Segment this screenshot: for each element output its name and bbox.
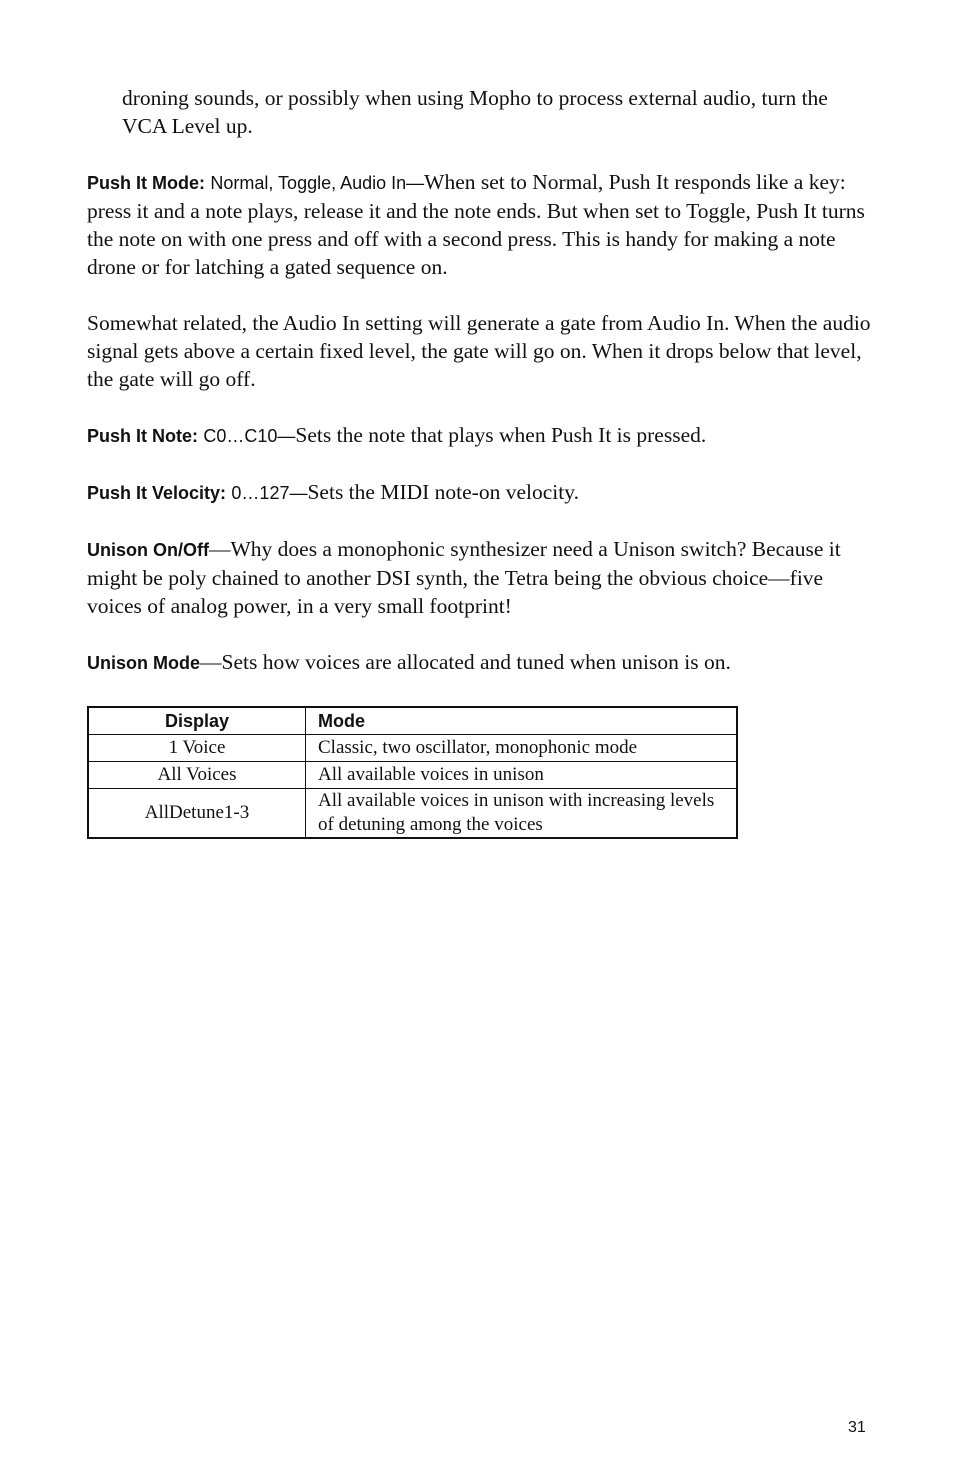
- push-it-mode-range: Normal, Toggle, Audio In—: [210, 173, 425, 193]
- table-row: [88, 762, 737, 789]
- table-cell-mode: Classic, two oscillator, monophonic mode: [306, 735, 738, 762]
- page-number: 31: [848, 1419, 866, 1436]
- intro-paragraph: droning sounds, or possibly when using Mopho to process external audio, turn the VCA Level up.: [122, 86, 828, 138]
- table-row: [88, 789, 737, 839]
- push-it-note-description: Sets the note that plays when Push It is pressed.: [295, 423, 707, 447]
- push-it-velocity-term: Push It Velocity:: [87, 483, 227, 503]
- push-it-mode-description: When set to Normal, Push It responds like a key: press it and a note plays, release it and the note ends. But when set to Toggle, Push It turns the note on with one press and off with a second press. This is handy for making a note drone or for latching a gated sequence on.: [87, 170, 865, 279]
- page-content: [87, 84, 877, 839]
- table-header-display: Display: [88, 707, 306, 735]
- table-cell-mode: All available voices in unison: [306, 762, 738, 789]
- push-it-note-paragraph: [87, 421, 877, 450]
- push-it-velocity-paragraph: [87, 478, 877, 507]
- push-it-mode-paragraph: [87, 168, 877, 281]
- table-cell-display: 1 Voice: [88, 735, 306, 762]
- table-cell-display: All Voices: [88, 762, 306, 789]
- unison-on-off-paragraph: [87, 535, 877, 620]
- table-cell-display: AllDetune1-3: [88, 789, 306, 839]
- unison-mode-table: [87, 706, 738, 839]
- table-cell-mode: All available voices in unison with increasing levels of detuning among the voices: [306, 789, 738, 839]
- table-header-row: [88, 707, 737, 735]
- push-it-velocity-description: Sets the MIDI note-on velocity.: [307, 480, 579, 504]
- unison-on-off-term: Unison On/Off: [87, 540, 209, 560]
- unison-on-off-description: —Why does a monophonic synthesizer need a Unison switch? Because it might be poly chained to another DSI synth, the Tetra being the obvious choice—five voices of analog power, in a very small footprint!: [87, 537, 841, 618]
- push-it-note-term: Push It Note:: [87, 426, 198, 446]
- push-it-velocity-range: 0…127—: [231, 483, 308, 503]
- table-header-mode: Mode: [306, 707, 738, 735]
- unison-mode-term: Unison Mode: [87, 653, 200, 673]
- unison-mode-paragraph: [87, 648, 877, 677]
- push-it-note-range: C0…C10—: [203, 426, 296, 446]
- push-it-mode-term: Push It Mode:: [87, 173, 205, 193]
- unison-mode-description: —Sets how voices are allocated and tuned when unison is on.: [200, 650, 731, 674]
- audio-in-paragraph: Somewhat related, the Audio In setting will generate a gate from Audio In. When the audio signal gets above a certain fixed level, the gate will go on. When it drops below that level, the gate will go off.: [87, 311, 871, 391]
- table-row: [88, 735, 737, 762]
